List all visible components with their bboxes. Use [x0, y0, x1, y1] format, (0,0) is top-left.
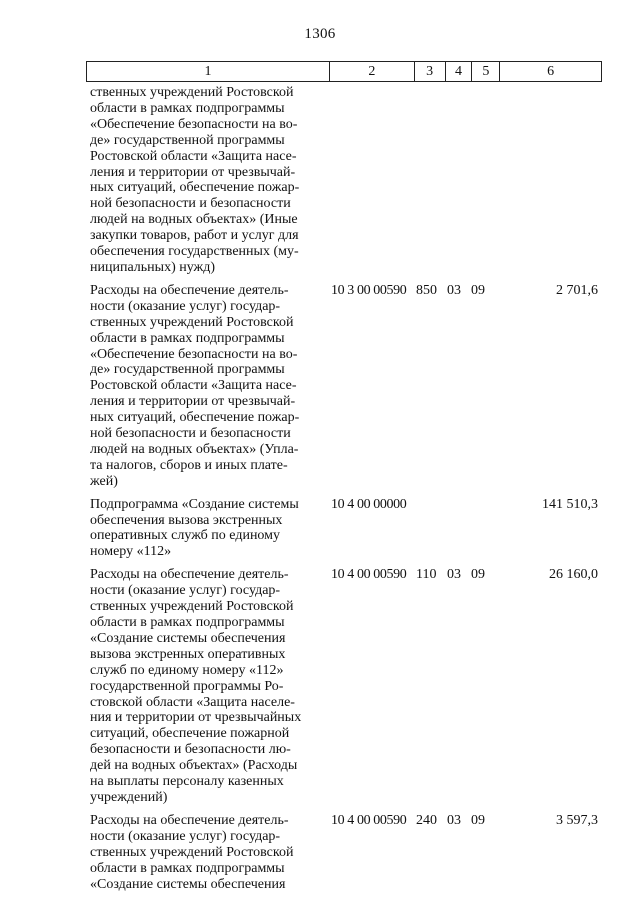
row-expense-type	[416, 497, 447, 561]
row-section: 03	[447, 812, 461, 828]
row-amount	[499, 85, 602, 276]
row-subsection: 09	[471, 567, 485, 583]
row-subsection	[471, 497, 499, 561]
column-header-3: 3	[415, 62, 446, 81]
row-expense-type: 850	[416, 282, 437, 298]
table-row	[90, 813, 602, 893]
column-header-4: 4	[446, 62, 473, 81]
row-description: Расходы на обеспечение деятель- ности (оказание услуг) государ- ственных учреждений Ростовской области в рамках подпрограммы «Создание системы обеспечения вызова экстренных оперативных служб по единому номеру «112» государственной программы Ро- стовской области «Защита населе- ния и территории от чрезвычайных ситуаций, обеспечение пожарной безопасности и безопасности лю- дей на водных объектах» (Расходы на выплаты персоналу казенных учреждений)	[90, 567, 302, 805]
row-subsection: 09	[471, 282, 485, 298]
table-row	[90, 567, 602, 806]
table-row	[90, 85, 602, 276]
row-amount: 3 597,3	[556, 812, 598, 828]
row-code: 10 3 00 00590	[331, 282, 407, 298]
row-section	[447, 497, 471, 561]
table-header-row	[86, 61, 602, 82]
row-description: Расходы на обеспечение деятель- ности (оказание услуг) государ- ственных учреждений Ростовской области в рамках подпрограммы «Обеспечение безопасности на во- де» государственной программы Ростовской области «Защита насе- ления и территории от чрезвычай- ных ситуаций, обеспечение пожар- ной безопасности и безопасности людей на водных объектах» (Упла- та налогов, сборов и иных плате- жей)	[90, 282, 300, 489]
row-code: 10 4 00 00000	[331, 496, 407, 512]
table-row	[90, 497, 602, 561]
row-subsection: 09	[471, 812, 485, 828]
row-description: Расходы на обеспечение деятель- ности (оказание услуг) государ- ственных учреждений Ростовской области в рамках подпрограммы «Создание системы обеспечения	[90, 812, 294, 892]
table-row	[90, 283, 602, 490]
row-code: 10 4 00 00590	[331, 567, 407, 583]
row-section	[447, 85, 471, 276]
row-section: 03	[447, 282, 461, 298]
page-number: 1306	[304, 26, 336, 42]
column-header-1: 1	[87, 62, 330, 81]
row-subsection	[471, 85, 499, 276]
row-expense-type: 240	[416, 812, 437, 828]
row-code	[331, 85, 416, 276]
row-amount: 26 160,0	[549, 567, 598, 583]
row-description: ственных учреждений Ростовской области в рамках подпрограммы «Обеспечение безопасности на во- де» государственной программы Ростовской области «Защита насе- ления и территории от чрезвычай- ных ситуаций, обеспечение пожар- ной безопасности и безопасности людей на водных объектах» (Иные закупки товаров, работ и услуг для обеспечения государственных (му- ниципальных) нужд)	[90, 85, 300, 275]
column-header-6: 6	[547, 63, 555, 79]
column-header-2: 2	[330, 62, 415, 81]
row-description: Подпрограмма «Создание системы обеспечения вызова экстренных оперативных служб по единому номеру «112»	[90, 496, 299, 560]
row-section: 03	[447, 567, 461, 583]
row-amount: 2 701,6	[556, 282, 598, 298]
row-code: 10 4 00 00590	[331, 812, 407, 828]
table-body	[90, 85, 602, 899]
column-header-5: 5	[472, 62, 500, 81]
row-expense-type: 110	[416, 567, 437, 583]
row-amount: 141 510,3	[542, 496, 598, 512]
row-expense-type	[416, 85, 447, 276]
